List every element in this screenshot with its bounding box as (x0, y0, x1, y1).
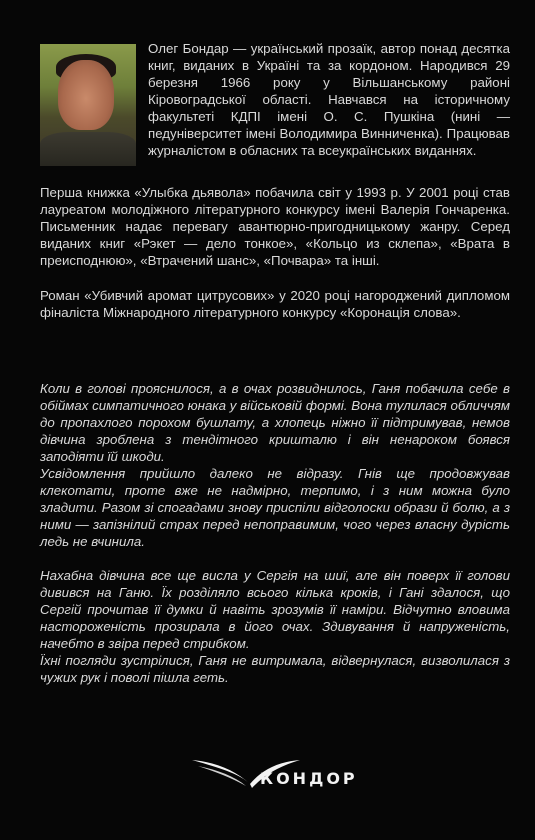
excerpt-paragraph-2: Усвідомлення прийшло далеко не відразу. Гнів ще продовжував клекотати, проте вже не надмірно, терпимо, і з ним можна було зладити. Разом зі спогадами знову приспіли відголоски образи й болю, а з ними — запізнілий страх перед непоправимим, чого через власну дурість ледь не вчинила. (40, 466, 510, 549)
publisher-logo (190, 752, 380, 798)
excerpt-paragraph-4: Їхні погляди зустрілися, Ганя не витримала, відвернулася, визволилася з чужих рук і поволі пішла геть. (40, 653, 510, 685)
author-bio-paragraph-1: Олег Бондар — український прозаїк, автор понад десятка книг, виданих в Україні та за кордоном. Народився 29 березня 1966 року у Вільшанському районі Кіровоградської області. Навчався на історичному факультеті КДПІ імені О. С. Пушкіна (нині — педуніверситет імені Володимира Винниченка). Працював журналістом в обласних та всеукраїнських виданнях. (148, 41, 510, 158)
excerpt-paragraph-1: Коли в голові прояснилося, а в очах розвиднилось, Ганя побачила себе в обіймах симпатичного юнака у військовій формі. Вона тулилася обличчям до пропахлого порохом бушлату, а хлопець ніжно її підтримував, немов дівчина зроблена з тендітного кришталю і він ненароком боявся заподіяти їй шкоди. (40, 381, 510, 464)
excerpt-paragraph-3: Нахабна дівчина все ще висла у Сергія на шиї, але він поверх її голови дивився на Ганю. Їх розділяло всього кілька кроків, і Гані здалося, що Сергій прочитав її думки й навіть зрозумів її наміри. Відчутно вловима настороженість прозирала в його очах. Здивування й напруженість, начебто в звіра перед стрибком. (40, 568, 510, 651)
publisher-name: КОНДОР (260, 769, 358, 788)
author-bio-paragraph-2: Перша книжка «Улыбка дьявола» побачила світ у 1993 р. У 2001 році став лауреатом молодіжного літературного конкурсу імені Валерія Гончаренка. Письменник надає перевагу авантюрно-пригодницькому жанру. Серед виданих книг «Рэкет — дело тонкое», «Кольцо из склепа», «Врата в преисподнюю», «Втрачений шанс», «Почвара» та інші. (40, 185, 510, 268)
author-photo (40, 44, 136, 166)
author-bio-paragraph-3: Роман «Убивчий аромат цитрусових» у 2020 році нагороджений дипломом фіналіста Міжнародного літературного конкурсу «Коронація слова». (40, 288, 510, 320)
